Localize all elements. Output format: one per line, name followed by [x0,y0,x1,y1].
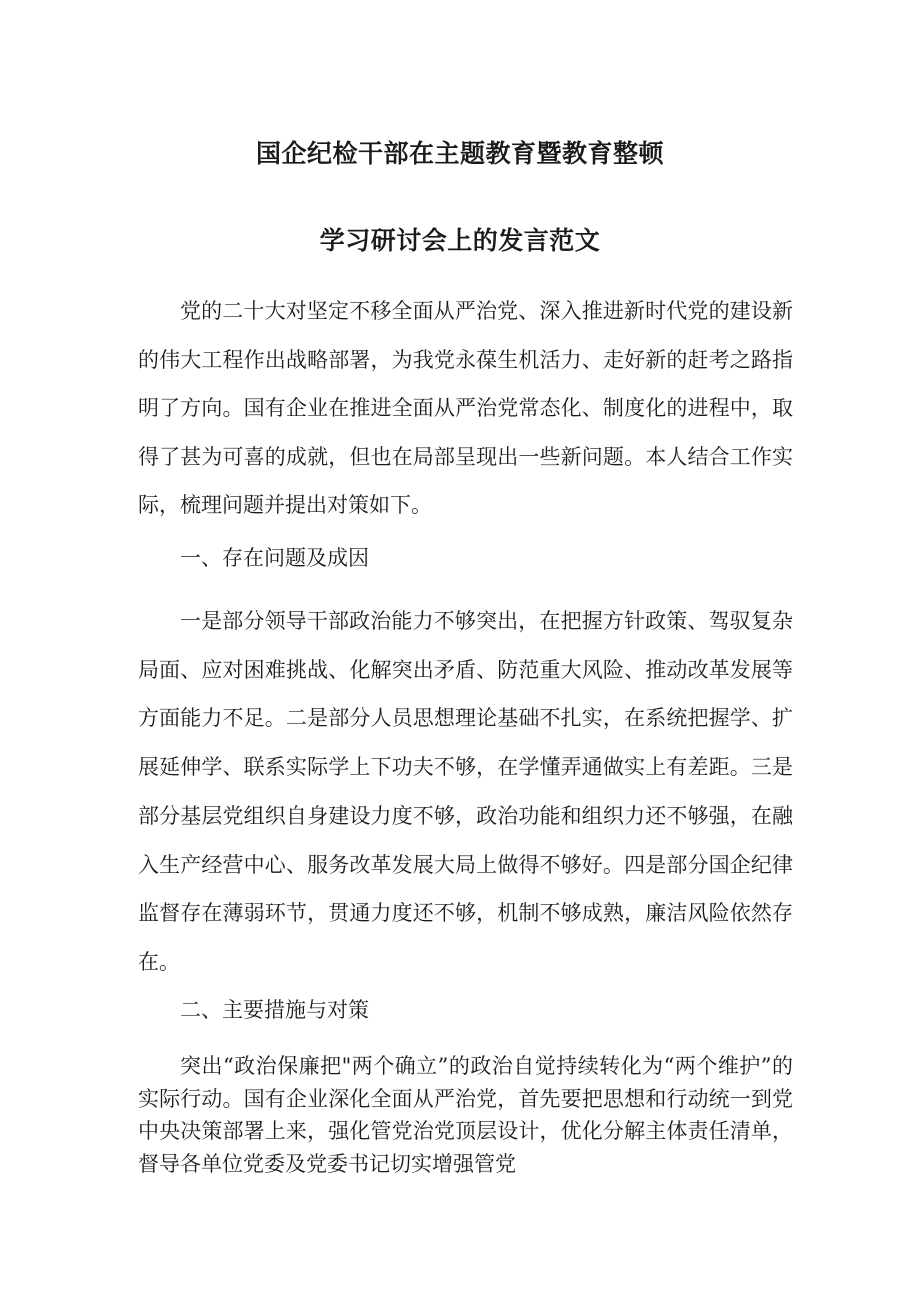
document-title-line-2: 学习研讨会上的发言范文 [319,226,601,255]
document-title-line-1: 国企纪检干部在主题教育暨教育整顿 [255,139,664,168]
measures-paragraph: 突出“政治保廉把"两个确立”的政治自觉持续转化为“两个维护”的实际行动。国有企业深化全面从严治党，首先要把思想和行动统一到党中央决策部署上来，强化管党治党顶层设计，优化分解主体责任清单，督导各单位党委及党委书记切实增强管党 [138,1054,793,1176]
section-heading-problems: 一、存在问题及成因 [180,546,369,570]
problems-paragraph: 一是部分领导干部政治能力不够突出，在把握方针政策、驾驭复杂局面、应对困难挑战、化解突出矛盾、防范重大风险、推动改革发展等方面能力不足。二是部分人员思想理论基础不扎实，在系统把握学、扩展延伸学、联系实际学上下功夫不够，在学懂弄通做实上有差距。三是部分基层党组织自身建设力度不够，政治功能和组织力还不够强，在融入生产经营中心、服务改革发展大局上做得不够好。四是部分国企纪律监督存在薄弱环节，贯通力度还不够，机制不够成熟，廉洁风险依然存在。 [138,609,793,974]
intro-paragraph: 党的二十大对坚定不移全面从严治党、深入推进新时代党的建设新的伟大工程作出战略部署，为我党永葆生机活力、走好新的赶考之路指明了方向。国有企业在推进全面从严治党常态化、制度化的进程中，取得了甚为可喜的成就，但也在局部呈现出一些新问题。本人结合工作实际，梳理问题并提出对策如下。 [138,299,793,517]
section-heading-measures: 二、主要措施与对策 [180,998,369,1022]
